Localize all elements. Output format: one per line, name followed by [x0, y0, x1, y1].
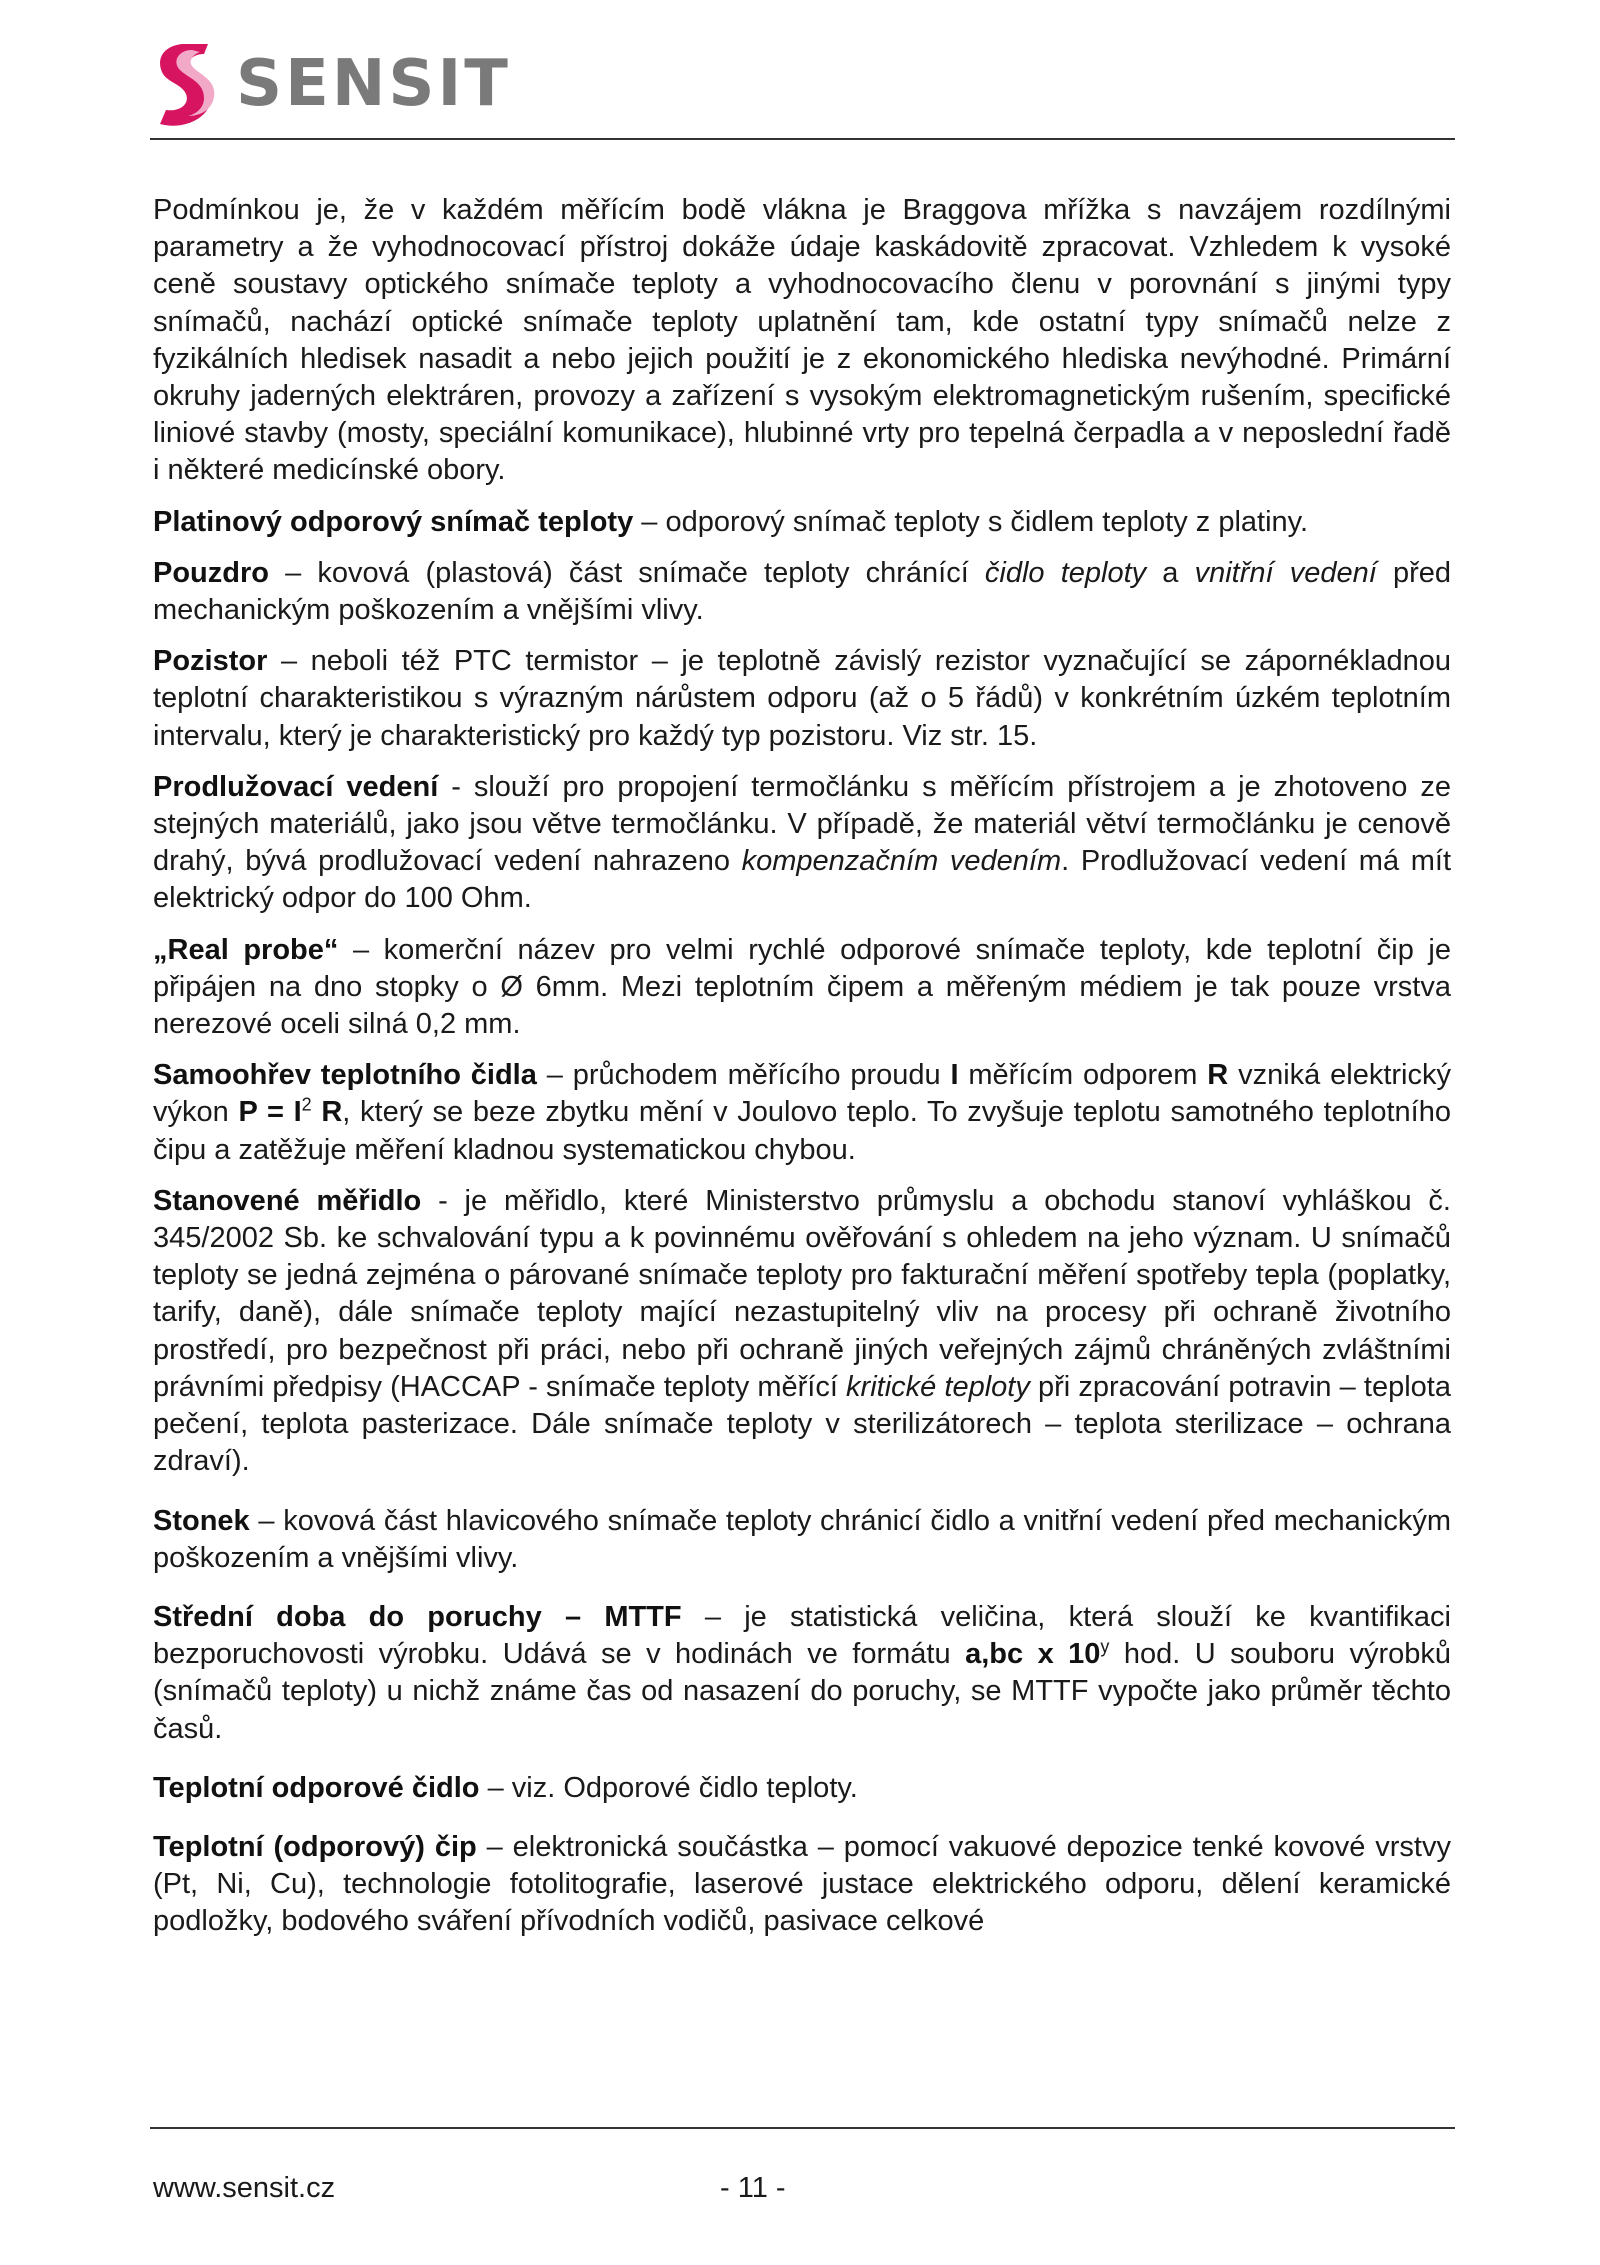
glossary-paragraph [153, 555, 1451, 629]
term-bold: Samoohřev teplotního čidla [153, 1059, 537, 1092]
glossary-paragraph [153, 1503, 1451, 1577]
paragraph-text: hod. U souboru výrobků (snímačů teploty) u nichž známe čas od nasazení do poruchy, se MTTF vypočte jako průměr těchto časů. [153, 1638, 1451, 1745]
term-bold: Teplotní odporové čidlo [153, 1771, 480, 1804]
paragraph-text: při zpracování potravin – teplota pečení, teplota pasterizace. Dále snímače teploty v sterilizátorech – teplota sterilizace – ochrana zdraví). [153, 1370, 1451, 1478]
document-body [153, 192, 1451, 1955]
term-bold: Střední doba do poruchy – MTTF [153, 1600, 682, 1633]
glossary-paragraph [153, 1183, 1451, 1481]
glossary-paragraph [153, 932, 1451, 1044]
term-bold: Pouzdro [153, 556, 269, 589]
paragraph-text: – kovová (plastová) část snímače teploty chránící [269, 556, 985, 589]
term-italic: kritické teploty [846, 1370, 1030, 1403]
term-italic: čidlo teploty [984, 556, 1147, 589]
term-bold: P = I [238, 1096, 302, 1129]
term-bold: R [311, 1096, 343, 1129]
paragraph-text: – komerční název pro velmi rychlé odporové snímače teploty, kde teplotní čip je připájen na dno stopky o Ø 6mm. Mezi teplotním čipem a měřeným médiem je tak pouze vrstva nerezové oceli silná 0,2 mm. [153, 933, 1451, 1041]
term-bold: Platinový odporový snímač teploty [153, 505, 634, 538]
footer-website-link[interactable]: www.sensit.cz [153, 2172, 336, 2204]
paragraph-text: – odporový snímač teploty s čidlem teploty z platiny. [633, 505, 1309, 538]
paragraph-text: - slouží pro propojení termočlánku s měřícím přístrojem a je zhotoveno ze stejných materiálů, jako jsou větve termočlánku. V případě, že materiál větví termočlánku je cenově drahý, bývá prodlužovací vedení nahrazeno [153, 770, 1451, 878]
term-bold: a,bc x 10 [965, 1638, 1101, 1671]
term-bold: I [950, 1059, 959, 1092]
term-bold: „Real probe“ [153, 933, 339, 966]
page-number: - 11 - [720, 2172, 786, 2204]
paragraph-text: – je statistická veličina, která slouží ke kvantifikaci bezporuchovosti výrobku. Udává se v hodinách ve formátu [153, 1600, 1451, 1671]
term-italic: vnitřní vedení [1194, 556, 1377, 589]
sensit-s-logo-icon [152, 38, 222, 130]
paragraph-text: . Prodlužovací vedení má mít elektrický odpor do 100 Ohm. [153, 845, 1451, 915]
paragraph-text: , který se beze zbytku mění v Joulovo teplo. To zvyšuje teplotu samotného teplotního čipu a zatěžuje měření kladnou systematickou chybou. [153, 1096, 1451, 1166]
term-bold: Stanovené měřidlo [153, 1184, 422, 1217]
paragraph-text: – elektronická součástka – pomocí vakuové depozice tenké kovové vrstvy (Pt, Ni, Cu), technologie fotolitografie, laserové justace elektrického odporu, dělení keramické podložky, bodového sváření přívodních vodičů, pasivace celkové [153, 1830, 1451, 1938]
glossary-paragraph [153, 1599, 1451, 1748]
paragraph-text: Podmínkou je, že v každém měřícím bodě vlákna je Braggova mřížka s navzájem rozdílnými parametry a že vyhodnocovací přístroj dokáže údaje kaskádovitě zpracovat. Vzhledem k vysoké ceně soustavy optického snímače teploty a vyhodnocovacího členu v porovnání s jinými typy snímačů, nachází optické snímače teploty uplatnění tam, kde ostatní typy snímačů nelze z fyzikálních hledisek nasadit a nebo jejich použití je z ekonomického hlediska nevýhodné. Primární okruhy jaderných elektráren, provozy a zařízení s vysokým elektromagnetickým rušením, specifické liniové stavby (mosty, speciální komunikace), hlubinné vrty pro tepelná čerpadla a v neposlední řadě i některé medicínské obory. [153, 194, 1451, 487]
glossary-paragraph [153, 769, 1451, 918]
footer-divider [150, 2127, 1455, 2129]
superscript: y [1100, 1636, 1110, 1657]
superscript: 2 [301, 1094, 312, 1115]
paragraph-text: - je měřidlo, které Ministerstvo průmyslu a obchodu stanoví vyhláškou č. 345/2002 Sb. ke schvalování typu a k povinnému ověřování s ohledem na jeho význam. U snímačů teploty se jedná zejména o párované snímače teploty pro fakturační měření spotřeby tepla (poplatky, tarify, daně), dále snímače teploty mající nezastupitelný vliv na procesy při ochraně životního prostředí, pro bezpečnost při práci, nebo při ochraně jiných veřejných zájmů chráněných zvláštními právními předpisy (HACCAP - snímače teploty měřící [153, 1184, 1451, 1403]
brand-wordmark: SENSIT [236, 47, 511, 121]
term-bold: R [1207, 1059, 1229, 1092]
paragraph-text: měřícím odporem [958, 1059, 1208, 1092]
term-bold: Pozistor [153, 645, 268, 678]
paragraph-text: před mechanickým poškozením a vnějšími vlivy. [153, 556, 1451, 627]
term-bold: Stonek [153, 1504, 250, 1537]
paragraph-text: – průchodem měřícího proudu [536, 1059, 951, 1092]
glossary-paragraph [153, 504, 1451, 541]
term-italic: kompenzačním vedením [741, 845, 1062, 878]
glossary-paragraph [153, 643, 1451, 755]
glossary-paragraph [153, 192, 1451, 490]
header-divider [150, 138, 1455, 140]
paragraph-text: – viz. Odporové čidlo teploty. [479, 1771, 858, 1804]
paragraph-text: a [1146, 556, 1195, 589]
paragraph-text: – kovová část hlavicového snímače teploty chránicí čidlo a vnitřní vedení před mechanickým poškozením a vnějšími vlivy. [153, 1504, 1451, 1574]
term-bold: Prodlužovací vedení [153, 770, 439, 803]
term-bold: Teplotní (odporový) čip [153, 1830, 477, 1863]
paragraph-text: vzniká elektrický výkon [153, 1059, 1451, 1129]
paragraph-text: – neboli též PTC termistor – je teplotně závislý rezistor vyznačující se zápornékladnou teplotní charakteristikou s výrazným nárůstem odporu (až o 5 řádů) v konkrétním úzkém teplotním intervalu, který je charakteristický pro každý typ pozistoru. Viz str. 15. [153, 645, 1451, 752]
glossary-paragraph [153, 1770, 1451, 1807]
glossary-paragraph [153, 1829, 1451, 1941]
glossary-paragraph [153, 1057, 1451, 1169]
